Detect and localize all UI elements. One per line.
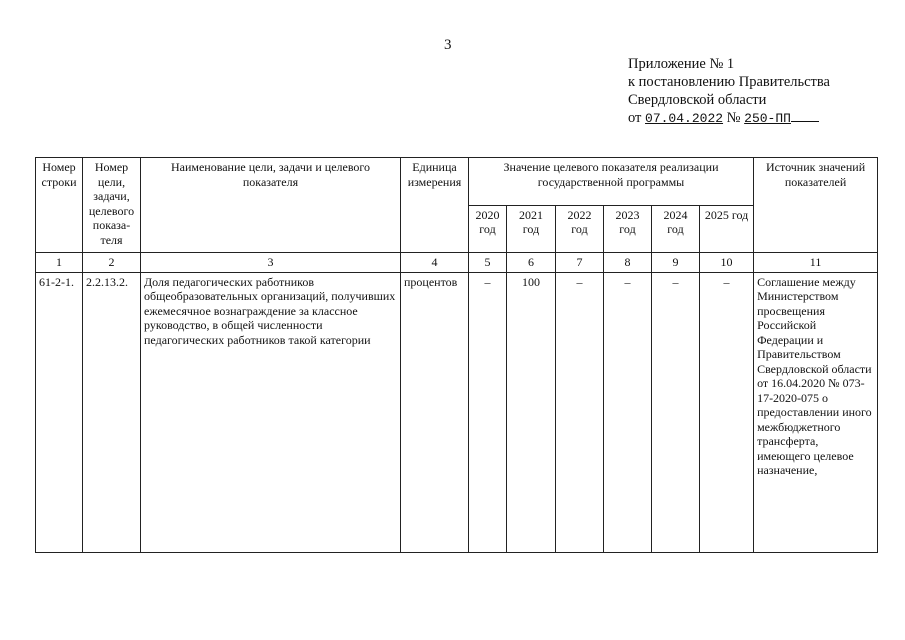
cell-value-2020: – bbox=[469, 272, 507, 552]
column-number: 10 bbox=[700, 253, 754, 273]
header-year: 2020 год bbox=[469, 205, 507, 253]
cell-value-2022: – bbox=[556, 272, 604, 552]
cell-value-2021: 100 bbox=[507, 272, 556, 552]
header-year: 2022 год bbox=[556, 205, 604, 253]
column-number: 11 bbox=[754, 253, 878, 273]
column-number: 5 bbox=[469, 253, 507, 273]
header-goal-number: Номер цели, задачи, целевого показа-теля bbox=[83, 158, 141, 253]
appendix-date-line bbox=[628, 109, 830, 128]
decree-date: 07.04.2022 bbox=[645, 111, 724, 126]
cell-name: Доля педагогических работников общеобразовательных организаций, получивших ежемесячное вознаграждение за классное руководство, в общей численности педагогических работников такой категории bbox=[141, 272, 401, 552]
column-number: 4 bbox=[401, 253, 469, 273]
column-number: 8 bbox=[604, 253, 652, 273]
cell-value-2023: – bbox=[604, 272, 652, 552]
appendix-title: Приложение № 1 bbox=[628, 56, 735, 72]
cell-source: Соглашение между Министерством просвещения Российской Федерации и Правительством Свердловской области от 16.04.2020 № 073-17-2020-075 о предоставлении иного межбюджетного трансферта, имеющего целевое назначение, bbox=[754, 272, 878, 552]
table-row bbox=[36, 272, 878, 552]
indicator-table bbox=[35, 157, 878, 553]
date-prefix: от bbox=[628, 110, 642, 126]
column-number: 7 bbox=[556, 253, 604, 273]
header-source: Источник значений показателей bbox=[754, 158, 878, 253]
header-year: 2024 год bbox=[652, 205, 700, 253]
appendix-header bbox=[628, 55, 830, 128]
column-number: 1 bbox=[36, 253, 83, 273]
decree-number: 250-ПП bbox=[744, 111, 791, 126]
number-prefix: № bbox=[726, 110, 741, 126]
header-row-number: Номер строки bbox=[36, 158, 83, 253]
column-number: 9 bbox=[652, 253, 700, 273]
header-year: 2023 год bbox=[604, 205, 652, 253]
header-value-group: Значение целевого показателя реализации государственной программы bbox=[469, 158, 754, 206]
cell-value-2025: – bbox=[700, 272, 754, 552]
cell-goal-number: 2.2.13.2. bbox=[83, 272, 141, 552]
number-underline bbox=[791, 109, 819, 122]
column-number: 6 bbox=[507, 253, 556, 273]
header-name: Наименование цели, задачи и целевого показателя bbox=[141, 158, 401, 253]
cell-unit: процентов bbox=[401, 272, 469, 552]
page-number: 3 bbox=[444, 37, 452, 53]
header-unit: Единица измерения bbox=[401, 158, 469, 253]
appendix-line-3: Свердловской области bbox=[628, 92, 767, 108]
appendix-line-2: к постановлению Правительства bbox=[628, 74, 830, 90]
header-year: 2025 год bbox=[700, 205, 754, 253]
cell-row-number: 61-2-1. bbox=[36, 272, 83, 552]
header-year: 2021 год bbox=[507, 205, 556, 253]
column-number: 2 bbox=[83, 253, 141, 273]
cell-value-2024: – bbox=[652, 272, 700, 552]
column-number: 3 bbox=[141, 253, 401, 273]
